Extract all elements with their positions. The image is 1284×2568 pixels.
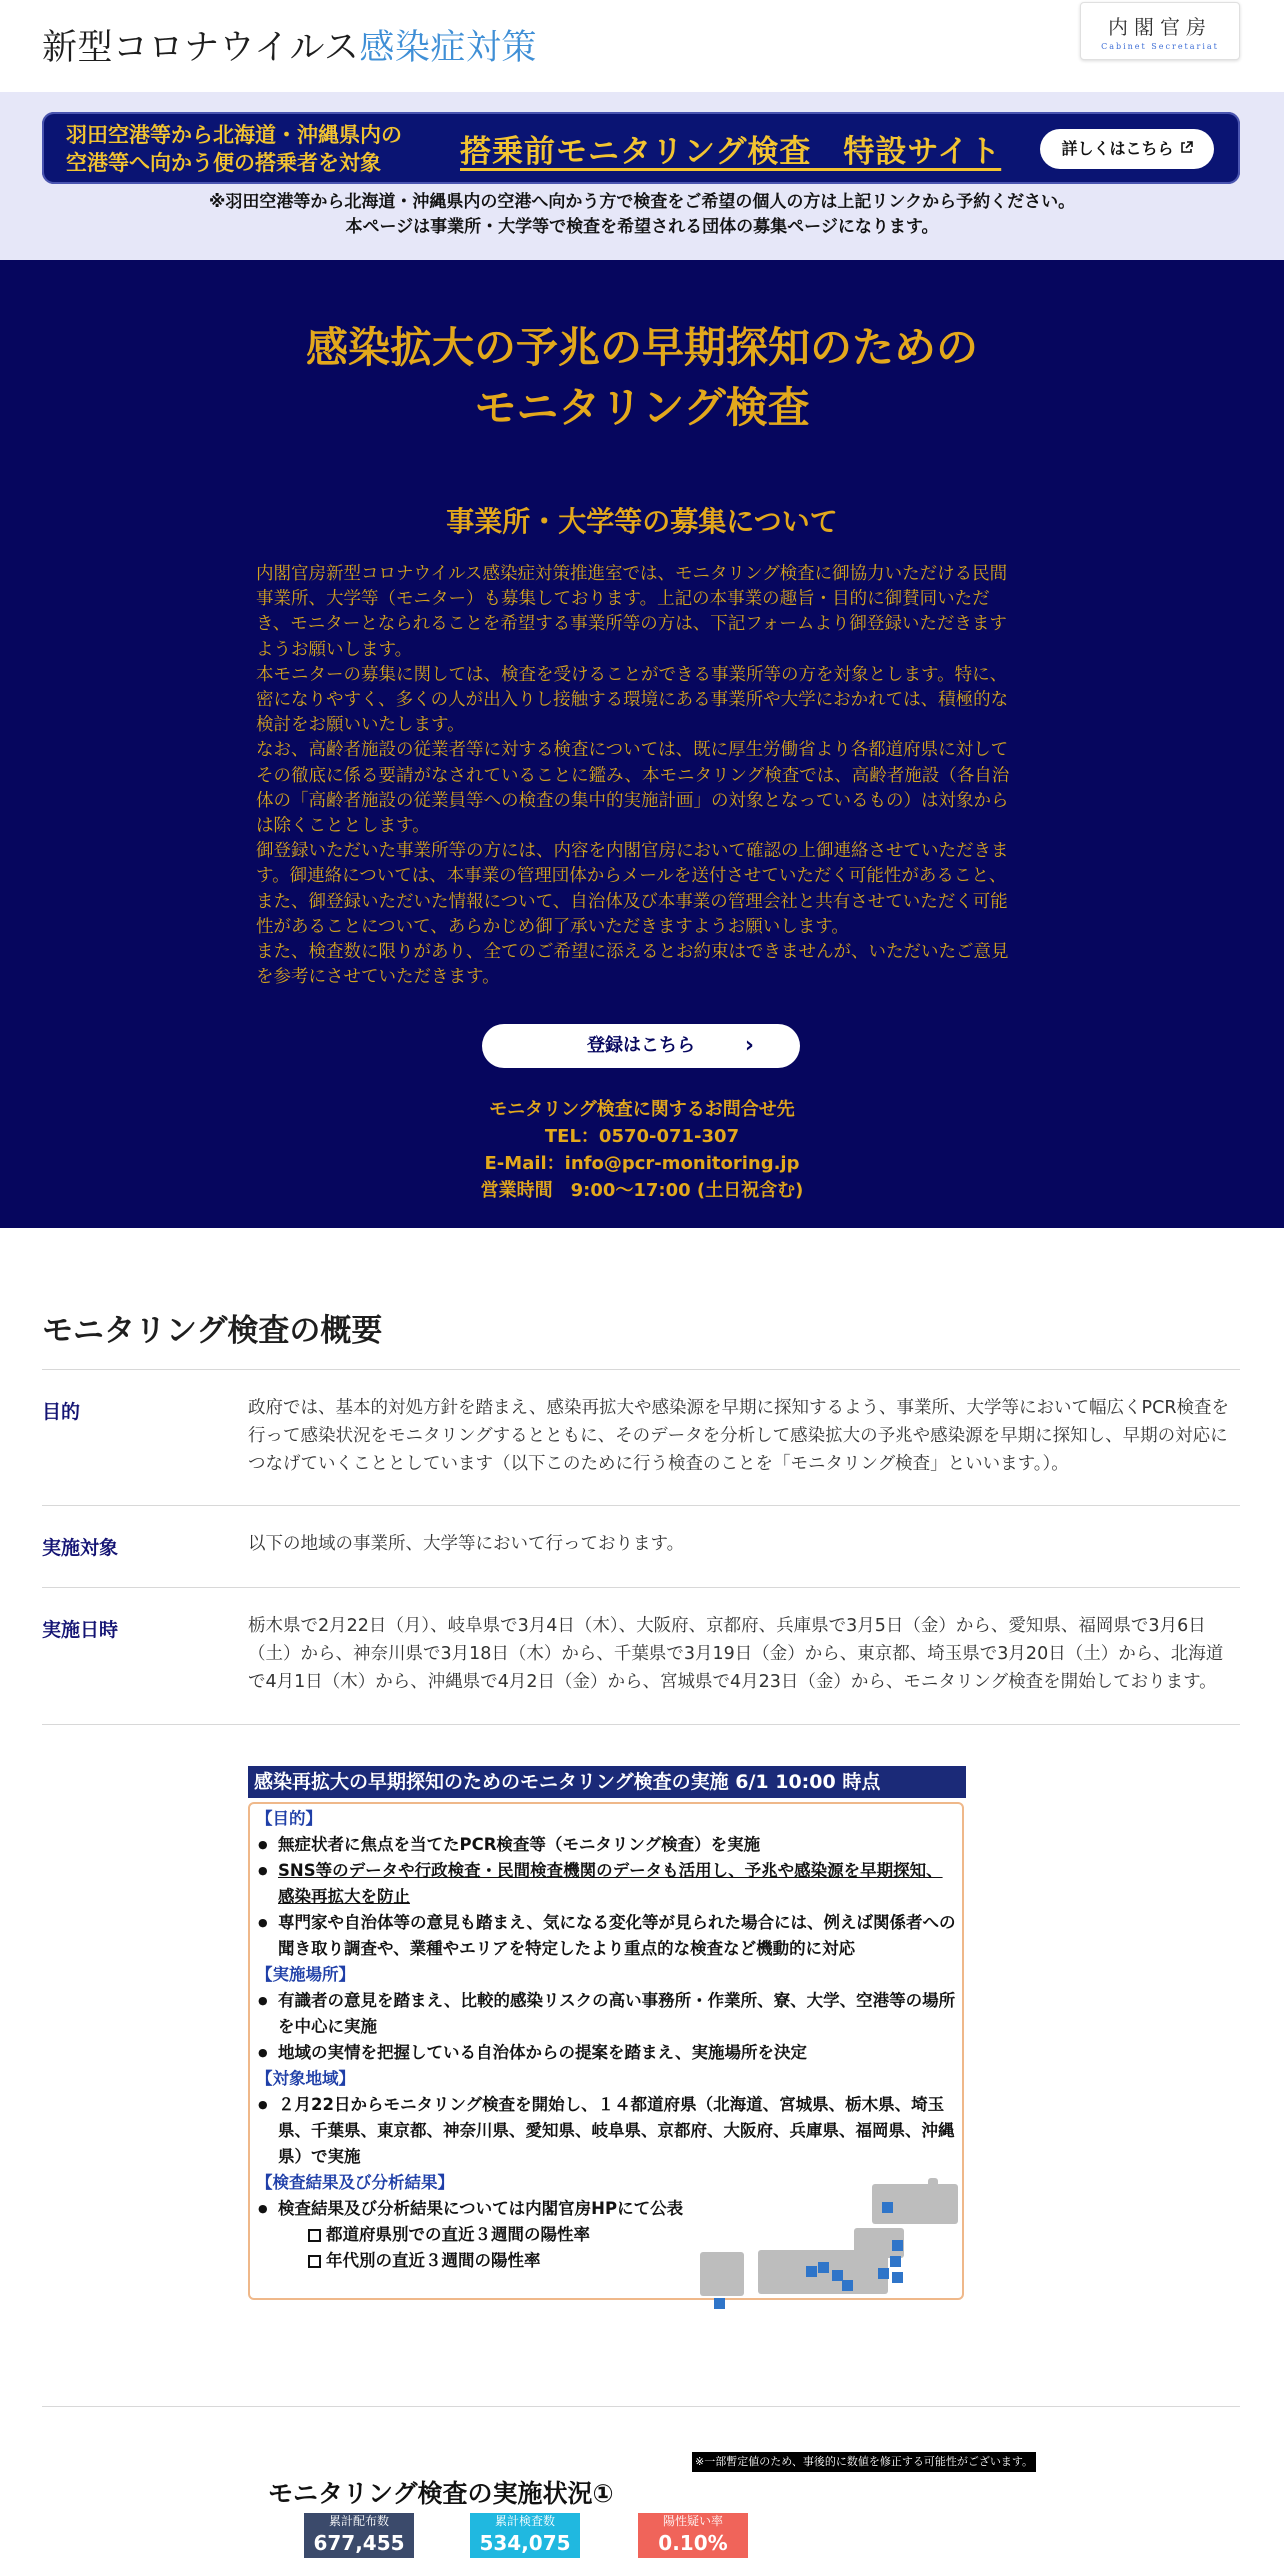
banner-target-line1: 羽田空港等から北海道・沖縄県内の xyxy=(66,123,402,147)
banner-headline: 搭乗前モニタリング検査 特設サイト xyxy=(460,134,1002,170)
map-marker xyxy=(892,2272,903,2283)
infographic-header: 感染再拡大の早期探知のためのモニタリング検査の実施 6/1 10:00 時点 xyxy=(248,1766,966,1798)
banner-note-line1: ※羽田空港等から北海道・沖縄県内の空港へ向かう方で検査をご希望の個人の方は上記リンクから予約ください。 xyxy=(208,192,1076,212)
stat-value: 534,075 xyxy=(479,2531,571,2555)
overview-label-schedule: 実施日時 xyxy=(42,1619,119,1641)
contact-hours: 営業時間 9:00～17:00 (土日祝含む) xyxy=(480,1180,804,1201)
infographic-sub-bullet: 都道府県別での直近３週間の陽性率 xyxy=(256,2222,956,2248)
overview-text-schedule: 栃木県で2月22日（月）、岐阜県で3月4日（木）、大阪府、京都府、兵庫県で3月5日（金）から、愛知県、福岡県で3月6日（土）から、神奈川県で3月18日（木）から、千葉県で3月19日（金）から、東京都、埼玉県で3月20日（土）から、北海道で4月1日（木）から、沖縄県で4月2日（金）から、宮城県で4月23日（金）から、モニタリング検査を開始しております。 xyxy=(248,1616,1224,1692)
hero-title-line2: モニタリング検査 xyxy=(474,383,810,432)
map-marker xyxy=(878,2268,889,2279)
hero-subtitle: 事業所・大学等の募集について xyxy=(446,505,838,538)
overview-text-purpose: 政府では、基本的対処方針を踏まえ、感染再拡大や感染源を早期に探知するよう、事業所、大学等において幅広くPCR検査を行って感染状況をモニタリングするとともに、そのデータを分析して感染拡大の予兆や感染源を早期に探知し、早期の対応につなげていくこととしています（以下このために行う検査のことを「モニタリング検査」といいます。）。 xyxy=(248,1398,1229,1474)
external-link-icon xyxy=(1180,129,1193,169)
site-title[interactable] xyxy=(42,20,537,70)
divider xyxy=(42,1505,1240,1506)
register-button-label: 登録はこちら xyxy=(587,1035,695,1056)
overview-label-purpose: 目的 xyxy=(42,1401,81,1423)
map-marker xyxy=(806,2266,817,2277)
overview-title: モニタリング検査の概要 xyxy=(42,1313,383,1349)
contact-email[interactable]: E-Mail：info@pcr-monitoring.jp xyxy=(484,1153,800,1174)
infographic-section-result: 【検査結果及び分析結果】 xyxy=(256,2173,454,2192)
stat-value: 677,455 xyxy=(313,2531,405,2555)
hero-paragraph: また、検査数に限りがあり、全てのご希望に添えるとお約束はできませんが、いただいたご意見を参考にさせていただきます。 xyxy=(256,942,1009,988)
hero-paragraph: 内閣官房新型コロナウイルス感染症対策推進室では、モニタリング検査に御協力いただける民間事業所、大学等（モニター）も募集しております。上記の本事業の趣旨・目的に御賛同いただき、モニターとなられることを希望する事業所等の方は、下記フォームより御登録いただきますようお願いします。 xyxy=(256,564,1008,660)
banner-target-text xyxy=(66,121,402,177)
contact-title: モニタリング検査に関するお問合せ先 xyxy=(489,1099,795,1120)
stat-label: 累計配布数 xyxy=(328,2514,389,2528)
banner-area xyxy=(0,92,1284,260)
logo-jp-text: 内閣官房 xyxy=(1108,15,1212,39)
banner-details-label: 詳しくはこちら xyxy=(1061,139,1174,158)
hero-title-line1: 感染拡大の予兆の早期探知のための xyxy=(305,323,978,372)
map-island xyxy=(928,2178,938,2188)
infographic-bullet: ● 有識者の意見を踏まえ、比較的感染リスクの高い事務所・作業所、寮、大学、空港等の場所を中心に実施 xyxy=(256,1988,956,2040)
hero-paragraph: 御登録いただいた事業所等の方には、内容を内閣官房において確認の上御連絡させていただきます。御連絡については、本事業の管理団体からメールを送付させていただく可能性があること、また、御登録いただいた情報について、自治体及び本事業の管理会社と共有させていただく可能性があることについて、あらかじめ御了承いただきますようお願いします。 xyxy=(256,841,1009,937)
map-marker xyxy=(842,2280,853,2291)
map-kyushu xyxy=(700,2252,744,2296)
map-marker xyxy=(882,2202,893,2213)
divider xyxy=(42,1587,1240,1588)
infographic-section-area: 【対象地域】 xyxy=(256,2069,355,2088)
site-header xyxy=(0,0,1284,92)
hero-paragraph: なお、高齢者施設の従業者等に対する検査については、既に厚生労働省より各都道府県に対してその徹底に係る要請がなされていることに鑑み、本モニタリング検査では、高齢者施設（各自治体の「高齢者施設の従業員等への検査の集中的実施計画」の対象となっているもの）は対象からは除くこととします。 xyxy=(256,740,1010,837)
infographic-bullet: ● 専門家や自治体等の意見も踏まえ、気になる変化等が見られた場合には、例えば関係者への聞き取り調査や、業種やエリアを特定したより重点的な検査など機動的に対応 xyxy=(256,1910,956,1962)
infographic-bullet: ● 無症状者に焦点を当てたPCR検査等（モニタリング検査）を実施 xyxy=(256,1832,956,1858)
cabinet-secretariat-logo[interactable] xyxy=(1080,2,1240,60)
register-button[interactable] xyxy=(482,1024,800,1068)
map-marker xyxy=(818,2262,829,2273)
stat-distributed xyxy=(304,2513,414,2558)
infographic-sub-bullet: 年代別の直近３週間の陽性率 xyxy=(256,2248,956,2274)
map-marker xyxy=(714,2298,725,2309)
chevron-right-icon: › xyxy=(744,1033,754,1058)
site-title-main: 新型コロナウイルス xyxy=(42,28,360,68)
divider xyxy=(42,1724,1240,1725)
provisional-value-note: ※一部暫定値のため、事後的に数値を修正する可能性がございます。 xyxy=(692,2452,1036,2472)
japan-map-illustration xyxy=(696,2176,966,2296)
stat-positive-rate xyxy=(638,2513,748,2558)
stat-value: 0.10% xyxy=(658,2531,728,2555)
hero-body xyxy=(256,562,1014,990)
overview-label-target: 実施対象 xyxy=(42,1537,119,1559)
logo-en-text: Cabinet Secretariat xyxy=(1101,42,1219,51)
divider xyxy=(42,2406,1240,2407)
status-title: モニタリング検査の実施状況① xyxy=(268,2479,614,2508)
map-marker xyxy=(892,2240,903,2251)
contact-tel[interactable]: TEL：0570-071-307 xyxy=(544,1126,740,1147)
hero-paragraph: 本モニターの募集に関しては、検査を受けることができる事業所等の方を対象とします。特に、密になりやすく、多くの人が出入りし接触する環境にある事業所や大学におかれては、積極的な検討をお願いいたします。 xyxy=(256,664,1009,736)
monitoring-infographic xyxy=(248,1766,966,2304)
pre-boarding-test-banner[interactable] xyxy=(42,112,1240,184)
overview-text-target: 以下の地域の事業所、大学等において行っております。 xyxy=(248,1534,685,1554)
infographic-bullet: ● SNS等のデータや行政検査・民間検査機関のデータも活用し、予兆や感染源を早期探知、感染再拡大を防止 xyxy=(256,1858,956,1910)
infographic-bullet: ● 検査結果及び分析結果については内閣官房HPにて公表 xyxy=(256,2196,956,2222)
divider xyxy=(42,1369,1240,1370)
infographic-bullet: ● 地域の実情を把握している自治体からの提案を踏まえ、実施場所を決定 xyxy=(256,2040,956,2066)
stat-label: 陽性疑い率 xyxy=(662,2514,723,2528)
infographic-bullet: ● ２月22日からモニタリング検査を開始し、１４都道府県（北海道、宮城県、栃木県、埼玉県、千葉県、東京都、神奈川県、愛知県、岐阜県、京都府、大阪府、兵庫県、福岡県、沖縄県）で実施 xyxy=(256,2092,958,2170)
contact-info xyxy=(0,1096,1284,1204)
banner-details-button[interactable] xyxy=(1040,129,1214,169)
site-title-accent: 感染症対策 xyxy=(359,28,537,68)
hero-title xyxy=(0,318,1284,438)
infographic-section-place: 【実施場所】 xyxy=(256,1965,355,1984)
stat-tested xyxy=(470,2513,580,2558)
recruitment-hero xyxy=(0,260,1284,1228)
banner-note xyxy=(0,190,1284,240)
infographic-section-purpose: 【目的】 xyxy=(256,1809,322,1828)
map-marker xyxy=(890,2256,901,2267)
banner-target-line2: 空港等へ向かう便の搭乗者を対象 xyxy=(66,151,381,175)
banner-note-line2: 本ページは事業所・大学等で検査を希望される団体の募集ページになります。 xyxy=(345,217,939,237)
stat-label: 累計検査数 xyxy=(494,2514,555,2528)
